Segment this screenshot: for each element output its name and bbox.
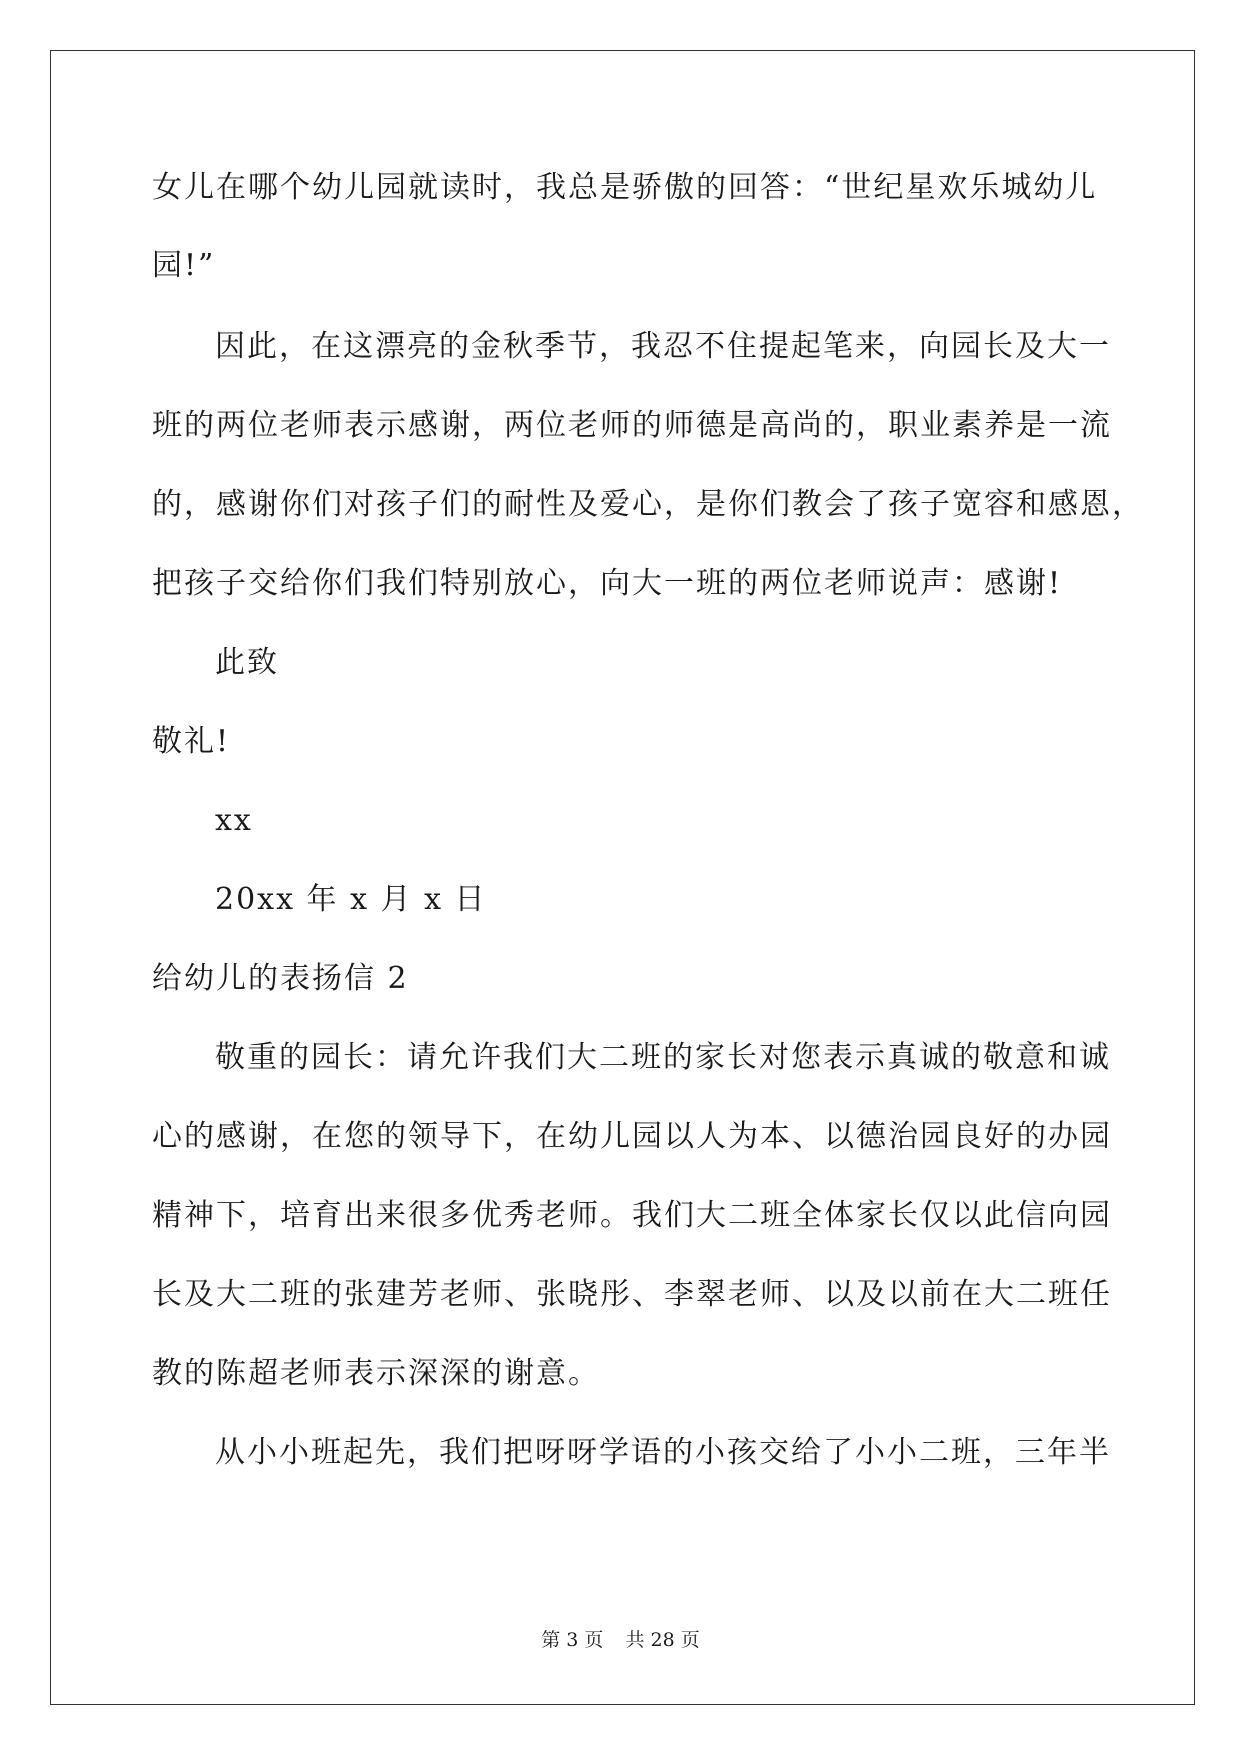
text-line: 教的陈超老师表示深深的谢意。 (152, 1356, 600, 1391)
text-line: 班的两位老师表示感谢，两位老师的师德是高尚的，职业素养是一流 (152, 408, 1112, 443)
text-line: 精神下，培育出来很多优秀老师。我们大二班全体家长仅以此信向园 (152, 1198, 1112, 1233)
signature-date: 20xx 年 x 月 x 日 (215, 882, 487, 917)
page-total: 共 28 页 (625, 1629, 700, 1651)
page-number: 第 3 页 (541, 1629, 604, 1651)
text-line: 女儿在哪个幼儿园就读时，我总是骄傲的回答：“世纪星欢乐城幼儿 (152, 170, 1098, 205)
text-line: 的，感谢你们对孩子们的耐性及爱心，是你们教会了孩子宽容和感恩， (152, 487, 1144, 522)
signature-name: xx (215, 803, 253, 838)
closing-regards: 敬礼! (152, 724, 231, 759)
text-line: 把孩子交给你们我们特别放心，向大一班的两位老师说声：感谢! (152, 566, 1063, 601)
text-line: 心的感谢，在您的领导下，在幼儿园以人为本、以德治园良好的办园 (152, 1119, 1112, 1154)
text-line: 因此，在这漂亮的金秋季节，我忍不住提起笔来，向园长及大一 (215, 329, 1111, 364)
text-line: 从小小班起先，我们把呀呀学语的小孩交给了小小二班，三年半 (215, 1435, 1111, 1470)
text-line: 敬重的园长：请允许我们大二班的家长对您表示真诚的敬意和诚 (215, 1040, 1111, 1075)
text-line: 园!” (152, 248, 216, 283)
section-heading: 给幼儿的表扬信 2 (152, 961, 409, 996)
text-line: 长及大二班的张建芳老师、张晓彤、李翠老师、以及以前在大二班任 (152, 1277, 1112, 1312)
closing-salutation: 此致 (215, 645, 279, 680)
page-footer (0, 1628, 1241, 1652)
